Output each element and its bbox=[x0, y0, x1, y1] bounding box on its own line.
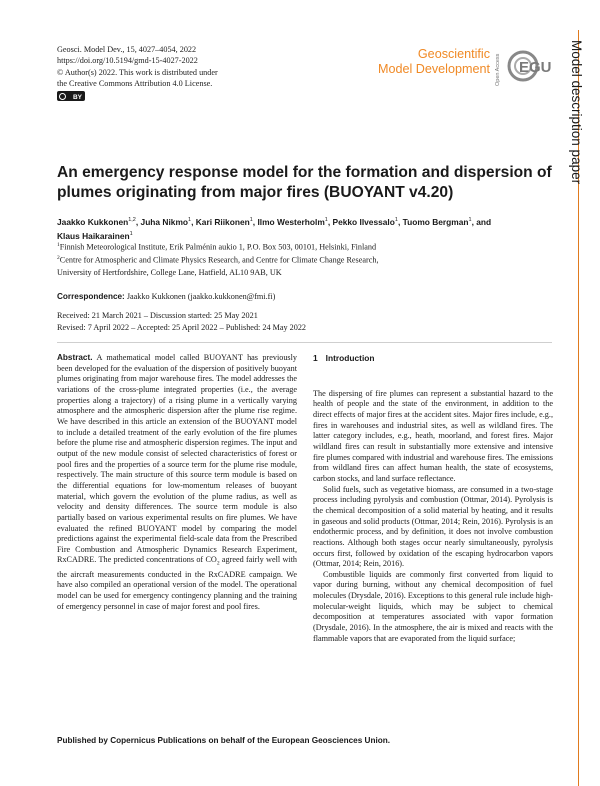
dates-line-1: Received: 21 March 2021 – Discussion started: 25 May 2021 bbox=[57, 311, 258, 320]
svg-text:EGU: EGU bbox=[519, 59, 552, 76]
divider bbox=[57, 342, 552, 343]
paragraph: Combustible liquids are commonly first converted from liquid to vapor during burning, without any chemical decomposition of fuel molecules (Drysdale, 2016). Exceptions to this general rule include high-molecular-weight liquids, which may be subject to chemical decomposition at temperatures associated with vapor formation (Drysdale, 2016). In the atmosphere, the air is mixed and reacts with the flammable vapors that are evaporated from the liquid surface; bbox=[313, 569, 553, 643]
paragraph: The dispersing of fire plumes can represent a substantial hazard to the health of people and the state of the environment, in addition to the direct effects of major fires at the accident sites. Major fires include, e.g., fires in warehouses and industrial sites, as well as wildland fires. The latter category includes, e.g., heath, moorland, and forest fires. Major wildland fires can result in substantially more extensive and intensive fire plumes compared with industrial and warehouse fires. The emissions from wildland fires can affect human health, the state of ecosystems, carbon stocks, and land surface reflectance. bbox=[313, 388, 553, 483]
citation-text: Geosci. Model Dev., 15, 4027–4054, 2022 bbox=[57, 45, 197, 54]
co2-subscript: 2 bbox=[216, 561, 220, 568]
doi-link[interactable]: https://doi.org/10.5194/gmd-15-4027-2022 bbox=[57, 56, 198, 66]
publication-dates bbox=[57, 310, 562, 333]
cc-badge-label: BY bbox=[72, 94, 82, 102]
article-type-label: Model description paper bbox=[569, 40, 584, 185]
abstract-heading: Abstract. bbox=[57, 353, 93, 362]
abstract-text: A mathematical model called BUOYANT has previously been developed for the evaluation of the dispersion of positively buoyant plumes originating from major warehouse fires. The model addresses the variations of the cross-plume integrated properties (i.e., the average properties along a trajectory) of a rising plume in a vertically varying atmosphere and the atmospheric dispersion after the plume rise regime. We have described in this article an extension of the BUOYANT model to include a detailed treatment of the early evolution of the fire plumes before the plume rise and atmospheric dispersion regimes. The input and output of the new module consist of selected characteristics of forest or pool fires and the properties of a source term for the plume rise module, respectively. The main structure of this source term module is based on the differential equations for low-momentum releases of buoyant material, which govern the evolution of the plume radius, as well as velocity and density differences. The source term module is also partially based on various experimental results on fire plumes. We have evaluated the refined BUOYANT model by comparing the model predictions against the experimental field-scale data from the Prescribed Fire Combustion and Atmospheric Dynamics Research Experiment, RxCADRE. The predicted concentrations of CO bbox=[57, 353, 297, 565]
correspondence bbox=[57, 291, 562, 302]
citation-block bbox=[57, 44, 218, 104]
author: Kari Riikonen$^1$, bbox=[195, 216, 258, 227]
egu-logo-icon bbox=[506, 48, 552, 84]
journal-name-line2: Model Development bbox=[377, 62, 490, 76]
author: Jaakko Kukkonen$^{1,2}$, bbox=[57, 216, 141, 227]
affiliation: $^1$Finnish Meteorological Institute, Erik Palménin aukio 1, P.O. Box 503, 00101, Helsinki, Finland bbox=[57, 242, 377, 252]
paper-title: An emergency response model for the formation and dispersion of plumes originating from major fires (BUOYANT v4.20) bbox=[57, 164, 552, 201]
author-list bbox=[57, 214, 562, 243]
author: Ilmo Westerholm$^1$, bbox=[257, 216, 333, 227]
correspondence-label: Correspondence: bbox=[57, 292, 125, 301]
author: Tuomo Bergman$^1$, and bbox=[402, 216, 492, 227]
affiliation: $^2$Centre for Atmospheric and Climate Physics Research, and Centre for Climate Change Research, bbox=[57, 255, 379, 266]
abstract bbox=[57, 353, 297, 612]
introduction-section bbox=[313, 353, 553, 644]
dates-line-2: Revised: 7 April 2022 – Accepted: 25 April 2022 – Published: 24 May 2022 bbox=[57, 322, 307, 332]
author: Juha Nikmo$^1$, bbox=[140, 216, 196, 227]
paragraph: Solid fuels, such as vegetative biomass, are consumed in a two-stage process including pyrolysis and combustion (Ottmar, 2014). Pyrolysis is the chemical decomposition of a solid material by heating, and it results in gaseous and solid products (Ottmar, 2014; Rein, 2016). Pyrolysis is an endothermic process, and by definition, it does not involve combustion reactions. Although both stages occur nearly simultaneously, pyrolysis occurs first, followed by oxidation of the escaping hydrocarbon vapors (Ottmar, 2014; Rein, 2016). bbox=[313, 484, 553, 569]
license-text: the Creative Commons Attribution 4.0 License. bbox=[57, 78, 213, 88]
journal-name bbox=[330, 47, 490, 77]
publisher-footer: Published by Copernicus Publications on behalf of the European Geosciences Union. bbox=[57, 736, 391, 745]
author: Pekko Ilvessalo$^1$, bbox=[332, 216, 403, 227]
section-heading: 1 Introduction bbox=[313, 353, 375, 363]
cc-by-icon[interactable] bbox=[57, 91, 85, 101]
copyright-text: © Author(s) 2022. This work is distributed under bbox=[57, 67, 218, 77]
journal-name-line1: Geoscientific bbox=[417, 47, 490, 61]
affiliations bbox=[57, 240, 562, 278]
abstract-text-cont: agreed fairly well with the aircraft measurements conducted in the RxCADRE campaign. We have also compiled an operational version of the model. The operational model can be used for emergency contingency planning and the training of emergency personnel in case of major forest and pool fires. bbox=[57, 555, 298, 611]
egu-logo bbox=[506, 48, 552, 84]
affiliation: University of Hertfordshire, College Lane, Hatfield, AL10 9AB, UK bbox=[57, 267, 282, 277]
correspondence-email[interactable]: Jaakko Kukkonen (jaakko.kukkonen@fmi.fi) bbox=[126, 292, 276, 301]
author: Klaus Haikarainen$^1$ bbox=[57, 231, 133, 242]
open-access-label: Open Access bbox=[495, 53, 501, 86]
